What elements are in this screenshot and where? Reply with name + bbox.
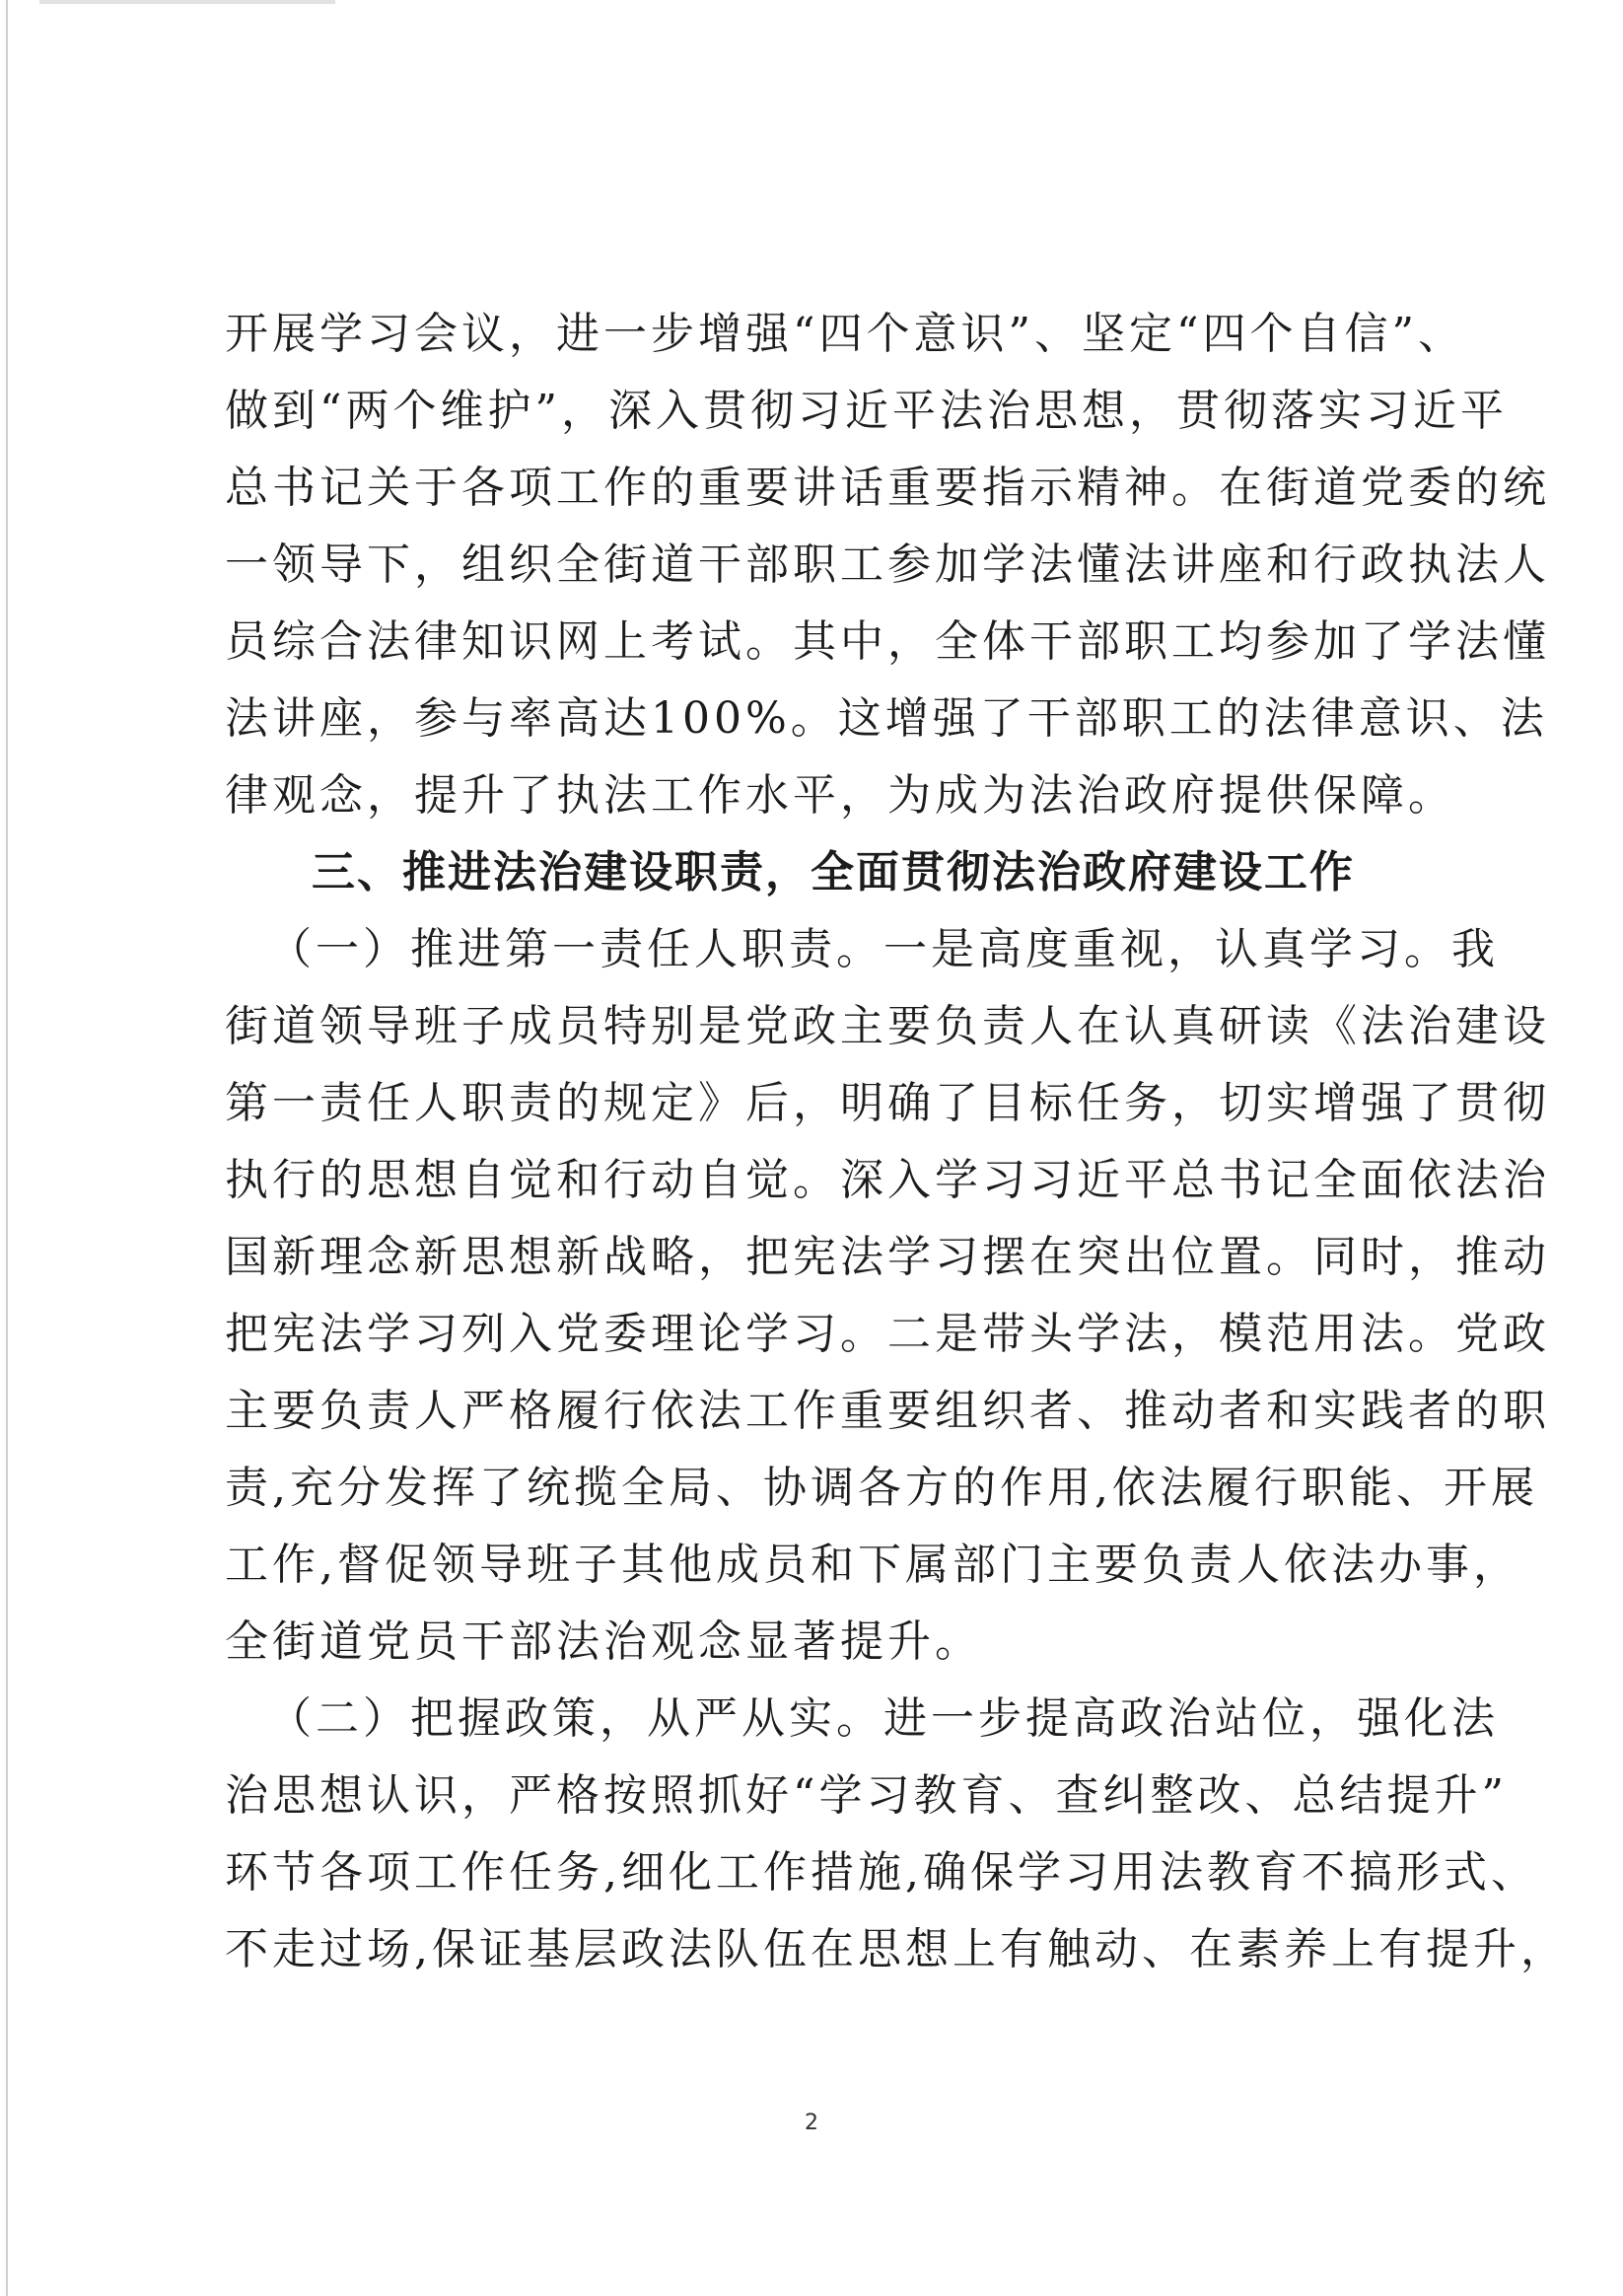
text-line: 律观念，提升了执法工作水平，为成为法治政府提供保障。 (225, 770, 1455, 821)
text-line: （一）推进第一责任人职责。一是高度重视，认真学习。我 (268, 924, 1499, 974)
text-line: （二）把握政策，从严从实。进一步提高政治站位，强化法 (268, 1693, 1499, 1744)
scan-top-mark (39, 0, 335, 4)
body-text (225, 296, 1568, 1988)
text-line: 主要负责人严格履行依法工作重要组织者、推动者和实践者的职 (225, 1386, 1550, 1436)
text-line: 工作,督促领导班子其他成员和下属部门主要负责人依法办事， (225, 1540, 1520, 1590)
text-line: 把宪法学习列入党委理论学习。二是带头学法，模范用法。党政 (225, 1309, 1550, 1359)
section-heading: 三、推进法治建设职责，全面贯彻法治政府建设工作 (312, 847, 1355, 897)
text-line: 第一责任人职责的规定》后，明确了目标任务，切实增强了贯彻 (225, 1078, 1550, 1128)
text-line: 不走过场,保证基层政法队伍在思想上有触动、在素养上有提升， (225, 1924, 1568, 1974)
text-line: 全街道党员干部法治观念显著提升。 (225, 1616, 982, 1667)
text-line: 责,充分发挥了统揽全局、协调各方的作用,依法履行职能、开展 (225, 1463, 1538, 1513)
text-line: 一领导下，组织全街道干部职工参加学法懂法讲座和行政执法人 (225, 539, 1550, 590)
scan-edge (6, 0, 8, 2296)
text-line: 做到“两个维护”，深入贯彻习近平法治思想，贯彻落实习近平 (225, 386, 1508, 436)
text-line: 国新理念新思想新战略，把宪法学习摆在突出位置。同时，推动 (225, 1232, 1550, 1282)
text-line: 街道领导班子成员特别是党政主要负责人在认真研读《法治建设 (225, 1001, 1550, 1051)
text-line: 员综合法律知识网上考试。其中，全体干部职工均参加了学法懂 (225, 616, 1550, 667)
text-line: 总书记关于各项工作的重要讲话重要指示精神。在街道党委的统 (225, 463, 1550, 513)
text-line: 法讲座，参与率高达100%。这增强了干部职工的法律意识、法 (225, 693, 1548, 744)
text-line: 开展学习会议，进一步增强“四个意识”、坚定“四个自信”、 (225, 309, 1465, 359)
page-number: 2 (805, 2111, 818, 2135)
text-line: 执行的思想自觉和行动自觉。深入学习习近平总书记全面依法治 (225, 1155, 1550, 1205)
text-line: 治思想认识，严格按照抓好“学习教育、查纠整改、总结提升” (225, 1770, 1508, 1821)
text-line: 环节各项工作任务,细化工作措施,确保学习用法教育不搞形式、 (225, 1847, 1538, 1898)
